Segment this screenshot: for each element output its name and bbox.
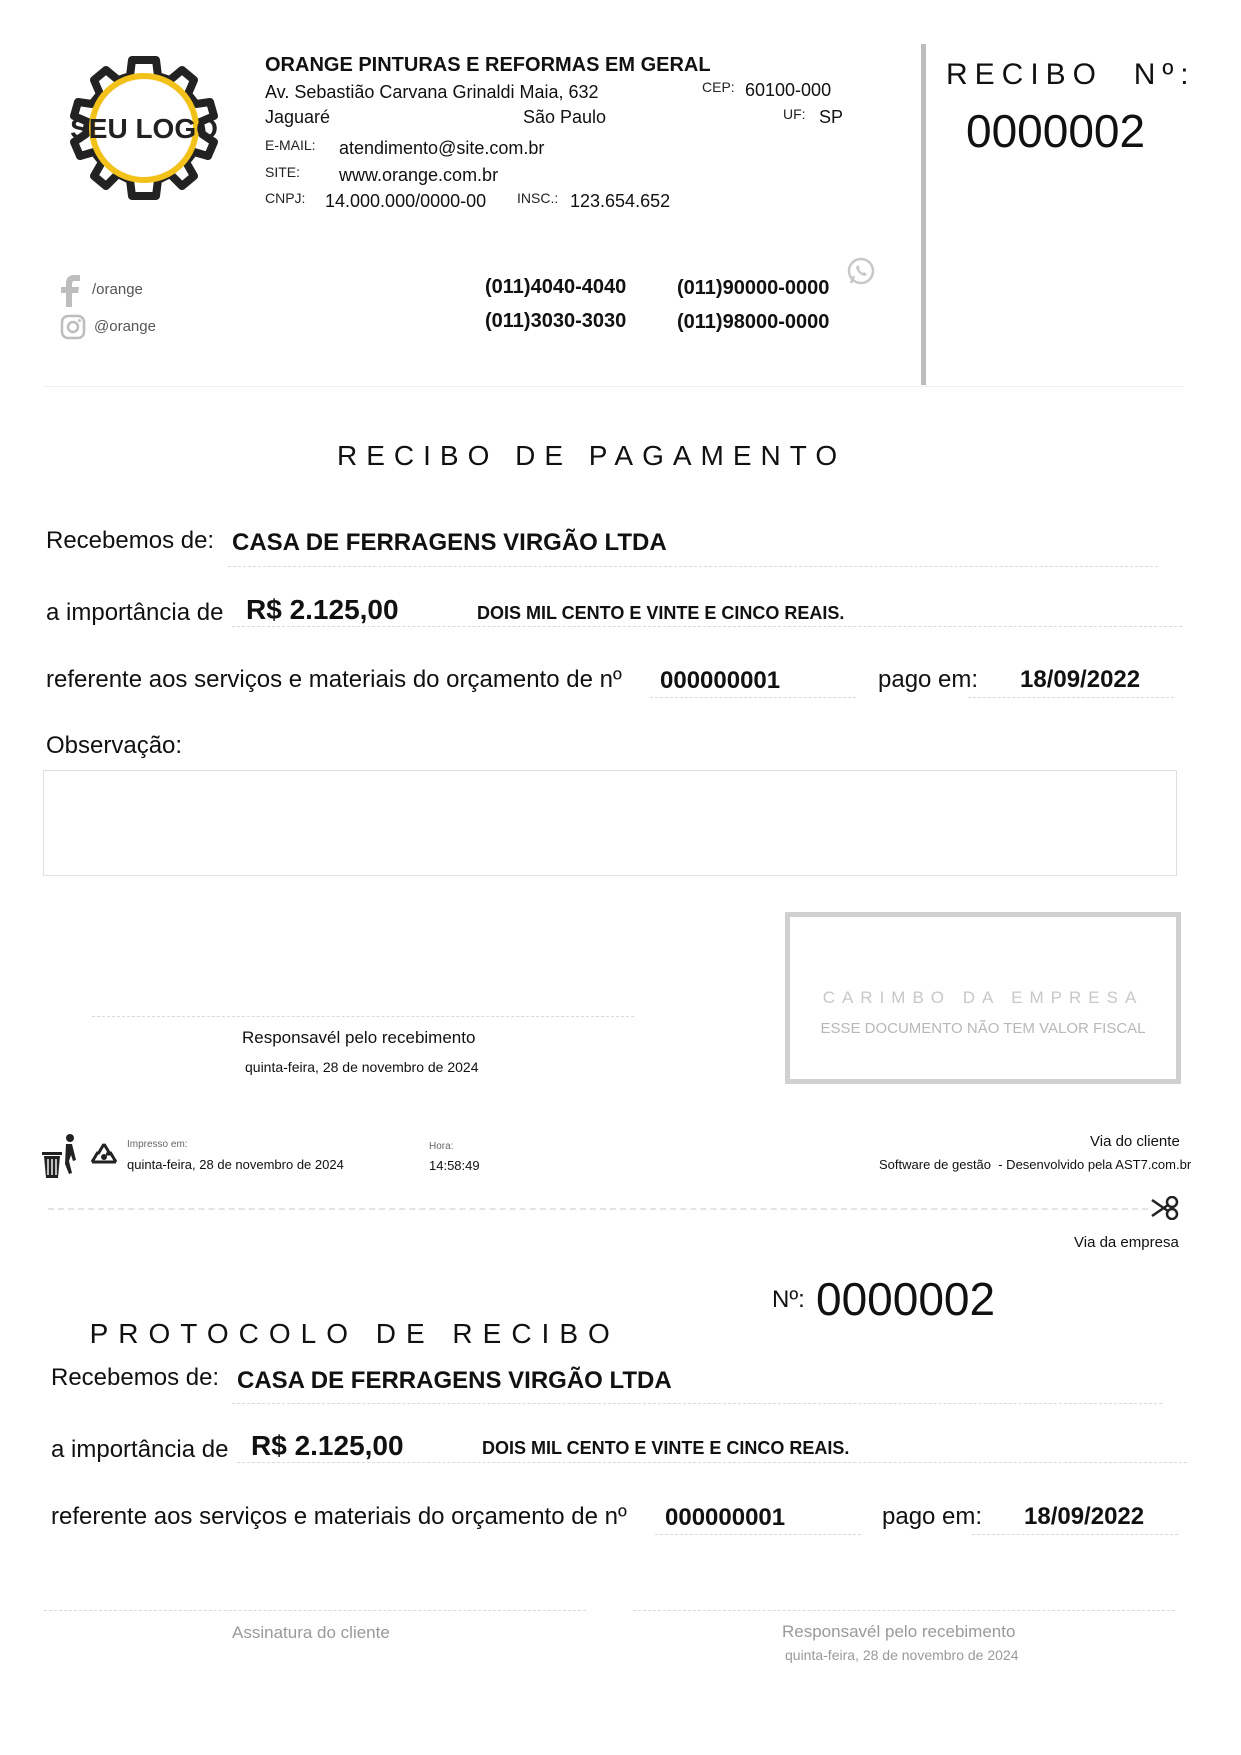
reference-label: referente aos serviços e materiais do orçamento de nº: [46, 666, 622, 693]
software-credit: Software de gestão - Desenvolvido pela AST7.com.br: [879, 1157, 1192, 1172]
protocol-reference-line: [655, 1534, 861, 1535]
protocol-number-label: Nº:: [772, 1286, 805, 1313]
printed-date: quinta-feira, 28 de novembro de 2024: [127, 1157, 344, 1172]
company-city: São Paulo: [523, 107, 607, 127]
amount-words: DOIS MIL CENTO E VINTE E CINCO REAIS.: [477, 603, 845, 623]
received-from-line: [228, 566, 1158, 567]
recycle-icon: [88, 1140, 120, 1172]
via-cliente: Via do cliente: [1090, 1133, 1180, 1150]
company-district: Jaguaré: [265, 107, 331, 127]
insc-label: INSC.:: [517, 190, 559, 206]
whatsapp-icon: [846, 256, 876, 286]
logo-text: SEU LOGO: [70, 113, 218, 144]
protocol-paid-date: 18/09/2022: [1024, 1503, 1145, 1530]
amount-line: [232, 626, 1182, 627]
via-empresa: Via da empresa: [1074, 1234, 1179, 1251]
company-logo: [64, 52, 224, 212]
resp-signature-date: quinta-feira, 28 de novembro de 2024: [785, 1647, 1019, 1663]
client-signature-line: [44, 1610, 586, 1611]
cut-line: [48, 1208, 1148, 1210]
protocol-paid-line: [972, 1534, 1178, 1535]
site-label: SITE:: [265, 164, 301, 180]
reference-number: 000000001: [660, 667, 781, 694]
client-signature-label: Assinatura do cliente: [232, 1623, 390, 1642]
paid-date: 18/09/2022: [1020, 666, 1141, 693]
trash-icon: [40, 1132, 80, 1180]
paid-line: [968, 697, 1174, 698]
cnpj-value: 14.000.000/0000-00: [325, 191, 487, 211]
stamp-note: ESSE DOCUMENTO NÃO TEM VALOR FISCAL: [820, 1020, 1146, 1037]
paid-label: pago em:: [878, 666, 979, 693]
receipt-title: RECIBO DE PAGAMENTO: [337, 440, 847, 471]
company-address: Av. Sebastião Carvana Grinaldi Maia, 632: [265, 82, 599, 102]
insc-value: 123.654.652: [570, 191, 671, 211]
stamp-title: CARIMBO DA EMPRESA: [822, 988, 1144, 1007]
site-value: www.orange.com.br: [339, 165, 499, 185]
protocol-title-text: PROTOCOLO DE RECIBO: [89, 1318, 620, 1349]
phone-3: (011)3030-3030: [485, 310, 627, 332]
time-value: 14:58:49: [429, 1158, 480, 1173]
cnpj-label: CNPJ:: [265, 190, 306, 206]
protocol-paid-label: pago em:: [882, 1503, 983, 1530]
resp-signature-line: [633, 1610, 1175, 1611]
received-from-label: Recebemos de:: [46, 527, 215, 554]
protocol-reference-label: referente aos serviços e materiais do orçamento de nº: [51, 1503, 627, 1530]
signature-label: Responsavél pelo recebimento: [242, 1028, 476, 1047]
reference-line: [650, 697, 856, 698]
facebook-icon: [60, 275, 82, 307]
resp-signature-label: Responsavél pelo recebimento: [782, 1622, 1016, 1641]
facebook-handle: /orange: [92, 281, 143, 298]
header-divider: [921, 44, 926, 385]
observation-box[interactable]: [43, 770, 1177, 876]
email-value: atendimento@site.com.br: [339, 138, 545, 158]
uf-value: SP: [819, 107, 844, 127]
protocol-reference-number: 000000001: [665, 1504, 786, 1531]
signature-date: quinta-feira, 28 de novembro de 2024: [245, 1059, 479, 1075]
protocol-received-from-value: CASA DE FERRAGENS VIRGÃO LTDA: [237, 1367, 672, 1394]
protocol-received-line: [232, 1403, 1162, 1404]
instagram-icon: [60, 314, 86, 340]
receipt-number-label: RECIBO Nº:: [946, 58, 1196, 91]
company-name: ORANGE PINTURAS E REFORMAS EM GERAL: [265, 54, 711, 76]
phone-1: (011)4040-4040: [485, 276, 627, 298]
amount-value: R$ 2.125,00: [246, 594, 399, 625]
amount-label: a importância de: [46, 599, 224, 626]
header-bottom-line: [44, 386, 1184, 387]
signature-line: [92, 1016, 634, 1017]
protocol-received-from-label: Recebemos de:: [51, 1364, 220, 1391]
protocol-title: [54, 1286, 620, 1350]
receipt-number: 0000002: [966, 105, 1146, 157]
protocol-number: 0000002: [816, 1273, 996, 1325]
received-from-value: CASA DE FERRAGENS VIRGÃO LTDA: [232, 529, 667, 556]
email-label: E-MAIL:: [265, 137, 316, 153]
protocol-amount-words: DOIS MIL CENTO E VINTE E CINCO REAIS.: [482, 1438, 850, 1458]
printed-label: Impresso em:: [127, 1139, 188, 1150]
protocol-amount-label: a importância de: [51, 1436, 229, 1463]
instagram-handle: @orange: [94, 318, 156, 335]
time-label: Hora:: [429, 1141, 454, 1152]
protocol-amount-value: R$ 2.125,00: [251, 1430, 404, 1461]
observation-label: Observação:: [46, 732, 183, 759]
scissors-icon[interactable]: [1150, 1196, 1180, 1220]
uf-label: UF:: [783, 106, 806, 122]
protocol-amount-line: [237, 1462, 1187, 1463]
phone-4: (011)98000-0000: [677, 311, 830, 333]
phone-2: (011)90000-0000: [677, 277, 830, 299]
cep-value: 60100-000: [745, 80, 832, 100]
cep-label: CEP:: [702, 79, 735, 95]
